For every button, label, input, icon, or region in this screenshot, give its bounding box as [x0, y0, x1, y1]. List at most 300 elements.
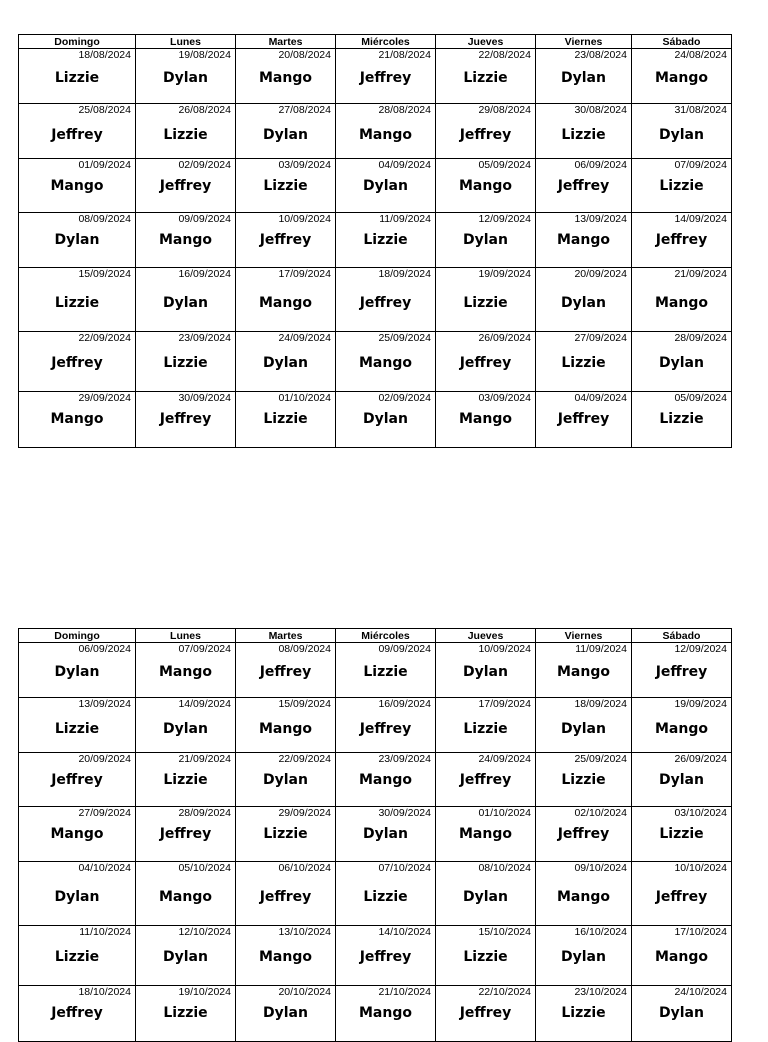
day-date: 13/09/2024	[574, 213, 627, 225]
day-date: 18/09/2024	[574, 698, 627, 710]
assignee-name: Dylan	[54, 664, 100, 680]
day-cell	[632, 104, 732, 159]
weekday-header: Viernes	[536, 629, 632, 643]
day-date: 23/09/2024	[178, 332, 231, 344]
assignee-name: Dylan	[163, 949, 208, 965]
day-date: 21/09/2024	[674, 268, 727, 280]
day-cell	[436, 104, 536, 159]
day-cell	[436, 986, 536, 1042]
day-cell	[436, 926, 536, 986]
day-cell	[136, 213, 236, 268]
day-cell	[336, 807, 436, 862]
day-cell	[136, 698, 236, 753]
day-cell	[19, 807, 136, 862]
assignee-name: Dylan	[363, 178, 408, 194]
day-cell	[632, 332, 732, 392]
assignee-name: Lizzie	[54, 721, 100, 737]
assignee-name: Mango	[459, 826, 512, 842]
weekday-header: Sábado	[632, 629, 732, 643]
day-date: 14/10/2024	[378, 926, 431, 938]
assignee-name: Jeffrey	[557, 826, 610, 842]
day-date: 17/09/2024	[278, 268, 331, 280]
day-date: 01/10/2024	[478, 807, 531, 819]
assignee-name: Mango	[259, 721, 312, 737]
assignee-name: Mango	[359, 355, 412, 371]
day-cell	[536, 862, 632, 926]
day-date: 13/09/2024	[78, 698, 131, 710]
assignee-name: Jeffrey	[459, 772, 512, 788]
day-date: 15/09/2024	[78, 268, 131, 280]
day-date: 02/10/2024	[574, 807, 627, 819]
assignee-name: Dylan	[163, 295, 208, 311]
weekday-header: Viernes	[536, 35, 632, 49]
day-date: 27/09/2024	[574, 332, 627, 344]
week-row	[19, 268, 732, 332]
day-date: 24/10/2024	[674, 986, 727, 998]
assignee-name: Lizzie	[659, 411, 704, 427]
day-date: 25/08/2024	[78, 104, 131, 116]
day-date: 11/09/2024	[379, 213, 431, 225]
week-row	[19, 753, 732, 807]
weekday-header-row	[19, 629, 732, 643]
day-date: 11/09/2024	[575, 643, 627, 655]
assignee-name: Lizzie	[659, 178, 704, 194]
day-cell	[236, 332, 336, 392]
day-cell	[336, 49, 436, 104]
day-cell	[236, 698, 336, 753]
day-cell	[536, 159, 632, 213]
day-cell	[19, 643, 136, 698]
assignee-name: Mango	[655, 949, 708, 965]
day-date: 06/09/2024	[78, 643, 131, 655]
day-cell	[236, 862, 336, 926]
day-date: 08/09/2024	[78, 213, 131, 225]
day-date: 19/10/2024	[178, 986, 231, 998]
day-cell	[136, 643, 236, 698]
week-row	[19, 862, 732, 926]
day-date: 07/09/2024	[674, 159, 727, 171]
day-date: 08/10/2024	[478, 862, 531, 874]
day-cell	[436, 49, 536, 104]
day-date: 10/09/2024	[278, 213, 331, 225]
day-date: 29/09/2024	[78, 392, 131, 404]
day-cell	[536, 49, 632, 104]
assignee-name: Dylan	[463, 232, 508, 248]
day-date: 16/10/2024	[574, 926, 627, 938]
assignee-name: Mango	[159, 232, 212, 248]
assignee-name: Dylan	[163, 721, 208, 737]
day-date: 04/09/2024	[574, 392, 627, 404]
day-date: 21/09/2024	[178, 753, 231, 765]
day-cell	[236, 643, 336, 698]
day-date: 27/09/2024	[78, 807, 131, 819]
day-date: 03/09/2024	[478, 392, 531, 404]
day-date: 20/09/2024	[574, 268, 627, 280]
assignee-name: Dylan	[561, 70, 606, 86]
calendar-table-1	[18, 34, 732, 448]
day-date: 20/08/2024	[278, 49, 331, 61]
day-date: 28/09/2024	[674, 332, 727, 344]
assignee-name: Jeffrey	[159, 178, 212, 194]
day-cell	[19, 213, 136, 268]
day-date: 26/09/2024	[478, 332, 531, 344]
day-date: 17/10/2024	[674, 926, 727, 938]
weekday-header: Lunes	[136, 35, 236, 49]
day-cell	[19, 104, 136, 159]
assignee-name: Lizzie	[363, 232, 408, 248]
assignee-name: Mango	[655, 721, 708, 737]
day-date: 30/09/2024	[178, 392, 231, 404]
day-date: 20/10/2024	[278, 986, 331, 998]
day-date: 09/09/2024	[178, 213, 231, 225]
day-cell	[632, 643, 732, 698]
assignee-name: Lizzie	[263, 411, 308, 427]
assignee-name: Dylan	[163, 70, 208, 86]
assignee-name: Mango	[557, 889, 610, 905]
assignee-name: Dylan	[561, 721, 606, 737]
day-date: 28/09/2024	[178, 807, 231, 819]
weekday-header: Martes	[236, 629, 336, 643]
day-cell	[632, 49, 732, 104]
assignee-name: Lizzie	[561, 127, 606, 143]
day-date: 19/09/2024	[674, 698, 727, 710]
assignee-name: Dylan	[659, 355, 704, 371]
assignee-name: Jeffrey	[459, 355, 512, 371]
calendar-table-2	[18, 628, 732, 1042]
day-date: 03/09/2024	[278, 159, 331, 171]
assignee-name: Jeffrey	[259, 889, 312, 905]
day-date: 07/09/2024	[178, 643, 231, 655]
day-date: 22/09/2024	[78, 332, 131, 344]
day-date: 30/08/2024	[574, 104, 627, 116]
day-cell	[632, 986, 732, 1042]
assignee-name: Jeffrey	[459, 127, 512, 143]
day-date: 21/10/2024	[378, 986, 431, 998]
day-cell	[336, 213, 436, 268]
day-date: 16/09/2024	[178, 268, 231, 280]
day-cell	[336, 643, 436, 698]
day-date: 22/09/2024	[278, 753, 331, 765]
day-date: 01/10/2024	[278, 392, 331, 404]
day-date: 16/09/2024	[378, 698, 431, 710]
day-cell	[536, 104, 632, 159]
day-cell	[236, 159, 336, 213]
day-date: 24/09/2024	[478, 753, 531, 765]
day-cell	[536, 698, 632, 753]
weekday-header: Domingo	[19, 629, 136, 643]
day-date: 14/09/2024	[178, 698, 231, 710]
day-cell	[19, 332, 136, 392]
day-date: 06/10/2024	[278, 862, 331, 874]
day-date: 05/10/2024	[178, 862, 231, 874]
assignee-name: Jeffrey	[259, 232, 312, 248]
day-cell	[136, 862, 236, 926]
day-cell	[136, 986, 236, 1042]
day-date: 15/09/2024	[278, 698, 331, 710]
assignee-name: Jeffrey	[51, 772, 103, 788]
day-date: 04/10/2024	[78, 862, 131, 874]
assignee-name: Lizzie	[659, 826, 704, 842]
day-cell	[336, 332, 436, 392]
day-cell	[336, 159, 436, 213]
day-date: 29/08/2024	[478, 104, 531, 116]
day-cell	[536, 643, 632, 698]
day-cell	[632, 753, 732, 807]
weekday-header: Domingo	[19, 35, 136, 49]
day-cell	[236, 986, 336, 1042]
day-date: 29/09/2024	[278, 807, 331, 819]
assignee-name: Dylan	[54, 232, 100, 248]
day-cell	[436, 268, 536, 332]
assignee-name: Lizzie	[163, 1005, 208, 1021]
day-date: 06/09/2024	[574, 159, 627, 171]
assignee-name: Mango	[50, 178, 104, 194]
day-cell	[632, 807, 732, 862]
assignee-name: Lizzie	[561, 1005, 606, 1021]
day-cell	[536, 986, 632, 1042]
assignee-name: Mango	[655, 70, 708, 86]
assignee-name: Mango	[359, 1005, 412, 1021]
assignee-name: Mango	[655, 295, 708, 311]
assignee-name: Mango	[259, 70, 312, 86]
day-date: 27/08/2024	[278, 104, 331, 116]
day-cell	[632, 392, 732, 448]
day-cell	[436, 213, 536, 268]
assignee-name: Jeffrey	[159, 411, 212, 427]
assignee-name: Jeffrey	[557, 411, 610, 427]
day-date: 02/09/2024	[378, 392, 431, 404]
weekday-header: Miércoles	[336, 629, 436, 643]
assignee-name: Dylan	[463, 664, 508, 680]
week-row	[19, 807, 732, 862]
assignee-name: Lizzie	[463, 70, 508, 86]
day-cell	[336, 268, 436, 332]
assignee-name: Mango	[459, 178, 512, 194]
assignee-name: Jeffrey	[51, 127, 103, 143]
week-row	[19, 49, 732, 104]
day-cell	[236, 392, 336, 448]
day-cell	[236, 49, 336, 104]
day-cell	[336, 926, 436, 986]
day-cell	[19, 392, 136, 448]
day-cell	[136, 926, 236, 986]
assignee-name: Dylan	[561, 949, 606, 965]
assignee-name: Mango	[50, 826, 104, 842]
day-cell	[536, 753, 632, 807]
day-cell	[136, 392, 236, 448]
day-date: 22/10/2024	[478, 986, 531, 998]
day-cell	[336, 986, 436, 1042]
day-cell	[19, 862, 136, 926]
assignee-name: Dylan	[263, 355, 308, 371]
day-date: 04/09/2024	[378, 159, 431, 171]
day-cell	[336, 698, 436, 753]
assignee-name: Lizzie	[363, 664, 408, 680]
assignee-name: Lizzie	[54, 295, 100, 311]
day-cell	[336, 862, 436, 926]
assignee-name: Lizzie	[463, 949, 508, 965]
day-cell	[536, 268, 632, 332]
day-date: 17/09/2024	[478, 698, 531, 710]
day-cell	[136, 159, 236, 213]
week-row	[19, 698, 732, 753]
assignee-name: Lizzie	[561, 772, 606, 788]
day-date: 09/10/2024	[574, 862, 627, 874]
day-date: 23/09/2024	[378, 753, 431, 765]
assignee-name: Lizzie	[54, 949, 100, 965]
day-cell	[436, 392, 536, 448]
day-date: 12/09/2024	[674, 643, 727, 655]
day-date: 08/09/2024	[278, 643, 331, 655]
day-cell	[336, 104, 436, 159]
assignee-name: Mango	[359, 127, 412, 143]
week-row	[19, 159, 732, 213]
assignee-name: Jeffrey	[359, 70, 412, 86]
assignee-name: Jeffrey	[655, 889, 708, 905]
assignee-name: Lizzie	[363, 889, 408, 905]
day-date: 25/09/2024	[574, 753, 627, 765]
day-cell	[236, 753, 336, 807]
day-date: 12/10/2024	[178, 926, 231, 938]
week-row	[19, 643, 732, 698]
day-date: 28/08/2024	[378, 104, 431, 116]
day-cell	[436, 643, 536, 698]
day-cell	[536, 807, 632, 862]
weekday-header: Miércoles	[336, 35, 436, 49]
day-date: 26/08/2024	[178, 104, 231, 116]
week-row	[19, 926, 732, 986]
day-cell	[336, 392, 436, 448]
day-cell	[236, 807, 336, 862]
day-date: 11/10/2024	[79, 926, 131, 938]
day-cell	[136, 49, 236, 104]
day-cell	[19, 753, 136, 807]
assignee-name: Dylan	[561, 295, 606, 311]
week-row	[19, 986, 732, 1042]
week-row	[19, 104, 732, 159]
day-date: 18/10/2024	[78, 986, 131, 998]
assignee-name: Jeffrey	[51, 1005, 103, 1021]
assignee-name: Mango	[359, 772, 412, 788]
day-date: 05/09/2024	[478, 159, 531, 171]
assignee-name: Dylan	[263, 772, 308, 788]
day-cell	[19, 986, 136, 1042]
day-cell	[632, 862, 732, 926]
assignee-name: Dylan	[54, 889, 100, 905]
assignee-name: Mango	[159, 664, 212, 680]
weekday-header: Martes	[236, 35, 336, 49]
day-cell	[136, 807, 236, 862]
day-cell	[436, 332, 536, 392]
weekday-header: Jueves	[436, 629, 536, 643]
day-date: 31/08/2024	[674, 104, 727, 116]
assignee-name: Lizzie	[54, 70, 100, 86]
assignee-name: Mango	[259, 949, 312, 965]
day-cell	[436, 159, 536, 213]
assignee-name: Dylan	[363, 826, 408, 842]
assignee-name: Dylan	[463, 889, 508, 905]
day-date: 24/08/2024	[674, 49, 727, 61]
day-date: 03/10/2024	[674, 807, 727, 819]
assignee-name: Lizzie	[263, 178, 308, 194]
weekday-header-row	[19, 35, 732, 49]
day-cell	[19, 926, 136, 986]
assignee-name: Lizzie	[163, 355, 208, 371]
day-cell	[632, 698, 732, 753]
assignee-name: Jeffrey	[655, 664, 708, 680]
day-date: 25/09/2024	[378, 332, 431, 344]
assignee-name: Mango	[259, 295, 312, 311]
assignee-name: Mango	[50, 411, 104, 427]
assignee-name: Dylan	[263, 1005, 308, 1021]
day-date: 01/09/2024	[78, 159, 131, 171]
week-row	[19, 392, 732, 448]
day-date: 19/09/2024	[478, 268, 531, 280]
assignee-name: Lizzie	[163, 127, 208, 143]
assignee-name: Mango	[557, 232, 610, 248]
assignee-name: Dylan	[659, 127, 704, 143]
day-cell	[436, 807, 536, 862]
day-date: 24/09/2024	[278, 332, 331, 344]
assignee-name: Jeffrey	[51, 355, 103, 371]
day-cell	[19, 159, 136, 213]
day-date: 20/09/2024	[78, 753, 131, 765]
day-cell	[632, 159, 732, 213]
day-cell	[336, 753, 436, 807]
day-cell	[436, 862, 536, 926]
day-date: 13/10/2024	[278, 926, 331, 938]
day-date: 23/08/2024	[574, 49, 627, 61]
day-cell	[236, 213, 336, 268]
day-cell	[536, 392, 632, 448]
assignee-name: Jeffrey	[655, 232, 708, 248]
day-cell	[136, 104, 236, 159]
weekday-header: Lunes	[136, 629, 236, 643]
weekday-header: Jueves	[436, 35, 536, 49]
day-date: 23/10/2024	[574, 986, 627, 998]
assignee-name: Jeffrey	[359, 295, 412, 311]
assignee-name: Mango	[159, 889, 212, 905]
weekday-header: Sábado	[632, 35, 732, 49]
day-date: 07/10/2024	[378, 862, 431, 874]
day-cell	[536, 332, 632, 392]
day-cell	[236, 268, 336, 332]
day-cell	[632, 213, 732, 268]
day-date: 21/08/2024	[378, 49, 431, 61]
assignee-name: Lizzie	[463, 295, 508, 311]
assignee-name: Jeffrey	[159, 826, 212, 842]
week-row	[19, 332, 732, 392]
day-date: 05/09/2024	[674, 392, 727, 404]
assignee-name: Mango	[459, 411, 512, 427]
day-cell	[136, 753, 236, 807]
assignee-name: Dylan	[659, 772, 704, 788]
day-cell	[19, 49, 136, 104]
assignee-name: Dylan	[363, 411, 408, 427]
day-cell	[136, 268, 236, 332]
week-row	[19, 213, 732, 268]
day-date: 10/10/2024	[674, 862, 727, 874]
assignee-name: Jeffrey	[557, 178, 610, 194]
assignee-name: Jeffrey	[459, 1005, 512, 1021]
day-date: 22/08/2024	[478, 49, 531, 61]
day-date: 18/09/2024	[378, 268, 431, 280]
day-cell	[436, 753, 536, 807]
day-date: 18/08/2024	[78, 49, 131, 61]
day-cell	[436, 698, 536, 753]
day-date: 19/08/2024	[178, 49, 231, 61]
day-cell	[536, 213, 632, 268]
